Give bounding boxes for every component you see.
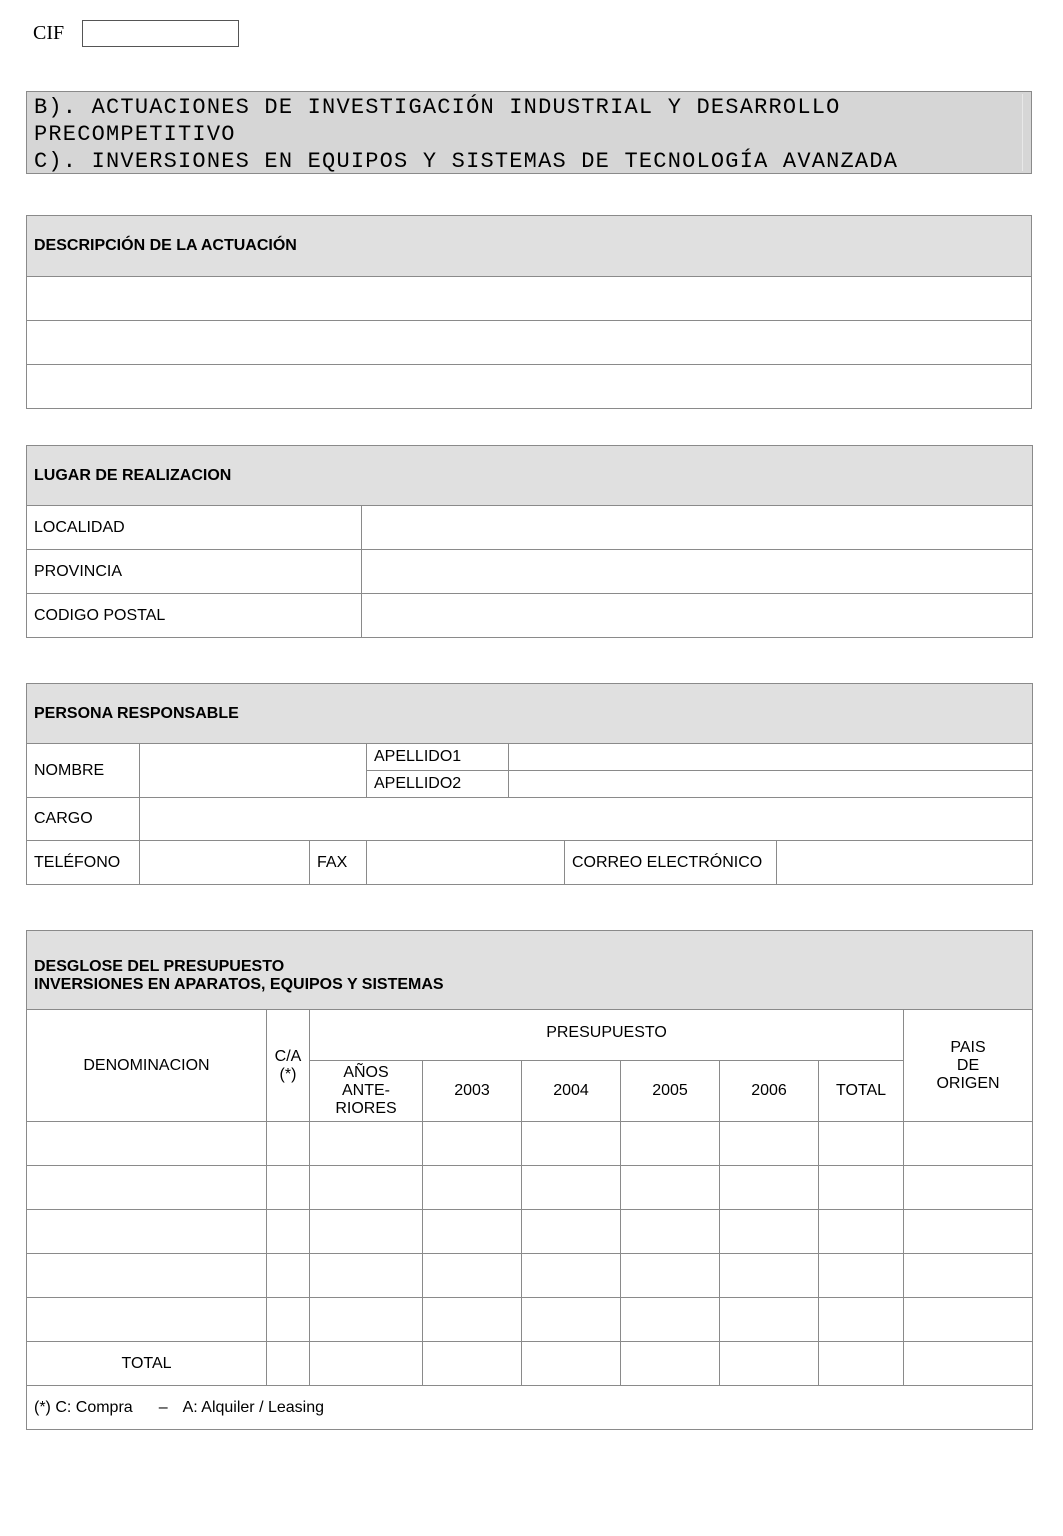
telefono-label: TELÉFONO xyxy=(27,841,140,885)
budget-cell[interactable] xyxy=(310,1166,423,1210)
budget-cell[interactable] xyxy=(904,1166,1033,1210)
budget-cell[interactable] xyxy=(522,1298,621,1342)
footnote-alquiler: A: Alquiler / Leasing xyxy=(182,1398,325,1416)
lugar-section xyxy=(26,445,1033,638)
budget-rows xyxy=(27,1122,1033,1342)
total-cell[interactable] xyxy=(310,1342,423,1386)
budget-cell[interactable] xyxy=(720,1166,819,1210)
col-ca-line2: (*) xyxy=(279,1065,297,1083)
budget-cell[interactable] xyxy=(720,1210,819,1254)
budget-row xyxy=(27,1254,1033,1298)
budget-cell[interactable] xyxy=(267,1254,310,1298)
presupuesto-header-line2: INVERSIONES EN APARATOS, EQUIPOS Y SISTEMAS xyxy=(34,976,444,993)
budget-row xyxy=(27,1210,1033,1254)
cif-label: CIF xyxy=(33,22,65,44)
budget-cell[interactable] xyxy=(621,1166,720,1210)
descripcion-line-3[interactable] xyxy=(27,365,1032,409)
budget-row xyxy=(27,1298,1033,1342)
descripcion-header: DESCRIPCIÓN DE LA ACTUACIÓN xyxy=(27,216,1032,277)
col-pais-line2: DE xyxy=(956,1056,980,1074)
col-compra-alquiler xyxy=(267,1010,310,1122)
fax-field[interactable] xyxy=(367,841,565,885)
budget-cell[interactable] xyxy=(720,1122,819,1166)
col-anos-anteriores xyxy=(310,1061,423,1122)
budget-cell[interactable] xyxy=(904,1122,1033,1166)
budget-cell[interactable] xyxy=(819,1166,904,1210)
total-cell[interactable] xyxy=(904,1342,1033,1386)
correo-field[interactable] xyxy=(777,841,1033,885)
budget-cell[interactable] xyxy=(522,1210,621,1254)
col-denominacion: DENOMINACION xyxy=(27,1010,267,1122)
col-2005: 2005 xyxy=(621,1061,720,1122)
col-anos-line3: RIORES xyxy=(335,1100,397,1117)
budget-cell[interactable] xyxy=(904,1298,1033,1342)
presupuesto-header-line1: DESGLOSE DEL PRESUPUESTO xyxy=(34,958,285,975)
descripcion-section xyxy=(26,215,1032,409)
footnote-compra: (*) C: Compra xyxy=(34,1398,133,1416)
budget-cell[interactable] xyxy=(621,1122,720,1166)
col-pais-line1: PAIS xyxy=(950,1038,986,1056)
budget-row xyxy=(27,1166,1033,1210)
budget-cell[interactable] xyxy=(423,1254,522,1298)
nombre-field[interactable] xyxy=(140,744,367,798)
col-pais-origen xyxy=(904,1010,1033,1122)
total-cell[interactable] xyxy=(423,1342,522,1386)
col-pais-line3: ORIGEN xyxy=(936,1074,1000,1092)
col-anos-line2: ANTE- xyxy=(342,1082,390,1099)
title-line-b-cont: PRECOMPETITIVO xyxy=(34,122,236,147)
total-cell[interactable] xyxy=(621,1342,720,1386)
budget-cell[interactable] xyxy=(27,1254,267,1298)
total-cell[interactable] xyxy=(267,1342,310,1386)
budget-cell[interactable] xyxy=(621,1254,720,1298)
col-2006: 2006 xyxy=(720,1061,819,1122)
footnote-separator: – xyxy=(158,1398,168,1416)
budget-cell[interactable] xyxy=(904,1254,1033,1298)
total-cell[interactable] xyxy=(720,1342,819,1386)
budget-cell[interactable] xyxy=(904,1210,1033,1254)
total-row-label: TOTAL xyxy=(27,1342,267,1386)
budget-cell[interactable] xyxy=(522,1166,621,1210)
budget-cell[interactable] xyxy=(819,1210,904,1254)
budget-cell[interactable] xyxy=(310,1122,423,1166)
budget-cell[interactable] xyxy=(720,1298,819,1342)
apellido2-field[interactable] xyxy=(509,771,1033,798)
budget-cell[interactable] xyxy=(27,1298,267,1342)
budget-cell[interactable] xyxy=(522,1254,621,1298)
cargo-label: CARGO xyxy=(27,798,140,841)
footnote xyxy=(27,1386,1033,1430)
provincia-field[interactable] xyxy=(362,550,1033,594)
apellido2-label: APELLIDO2 xyxy=(367,771,509,798)
col-2003: 2003 xyxy=(423,1061,522,1122)
title-line-b: B). ACTUACIONES DE INVESTIGACIÓN INDUSTRIAL Y DESARROLLO xyxy=(34,95,841,120)
correo-label: CORREO ELECTRÓNICO xyxy=(565,841,777,885)
provincia-label: PROVINCIA xyxy=(27,550,362,594)
budget-cell[interactable] xyxy=(423,1166,522,1210)
budget-cell[interactable] xyxy=(27,1166,267,1210)
form-title-banner xyxy=(26,91,1032,174)
budget-cell[interactable] xyxy=(310,1210,423,1254)
codigo-postal-field[interactable] xyxy=(362,594,1033,638)
cif-input[interactable] xyxy=(82,20,239,47)
budget-cell[interactable] xyxy=(819,1122,904,1166)
budget-cell[interactable] xyxy=(27,1210,267,1254)
persona-header: PERSONA RESPONSABLE xyxy=(27,684,1033,744)
codigo-postal-label: CODIGO POSTAL xyxy=(27,594,362,638)
budget-cell[interactable] xyxy=(423,1298,522,1342)
col-ca-line1: C/A xyxy=(274,1047,302,1065)
presupuesto-section xyxy=(26,930,1033,1430)
budget-cell[interactable] xyxy=(310,1254,423,1298)
fax-label: FAX xyxy=(310,841,367,885)
apellido1-field[interactable] xyxy=(509,744,1033,771)
budget-cell[interactable] xyxy=(423,1210,522,1254)
col-anos-line1: AÑOS xyxy=(343,1064,389,1081)
total-cell[interactable] xyxy=(819,1342,904,1386)
nombre-label: NOMBRE xyxy=(27,744,140,798)
budget-cell[interactable] xyxy=(522,1122,621,1166)
col-2004: 2004 xyxy=(522,1061,621,1122)
budget-cell[interactable] xyxy=(819,1254,904,1298)
budget-cell[interactable] xyxy=(819,1298,904,1342)
budget-cell[interactable] xyxy=(621,1210,720,1254)
budget-cell[interactable] xyxy=(423,1122,522,1166)
budget-cell[interactable] xyxy=(27,1122,267,1166)
budget-cell[interactable] xyxy=(267,1122,310,1166)
localidad-label: LOCALIDAD xyxy=(27,506,362,550)
presupuesto-header xyxy=(27,931,1033,1010)
title-line-c: C). INVERSIONES EN EQUIPOS Y SISTEMAS DE TECNOLOGÍA AVANZADA xyxy=(34,149,899,174)
apellido1-label: APELLIDO1 xyxy=(367,744,509,771)
budget-cell[interactable] xyxy=(310,1298,423,1342)
descripcion-line-2[interactable] xyxy=(27,321,1032,365)
col-total: TOTAL xyxy=(819,1061,904,1122)
total-cell[interactable] xyxy=(522,1342,621,1386)
col-presupuesto: PRESUPUESTO xyxy=(310,1010,904,1061)
telefono-field[interactable] xyxy=(140,841,310,885)
budget-cell[interactable] xyxy=(267,1210,310,1254)
budget-cell[interactable] xyxy=(267,1298,310,1342)
budget-row xyxy=(27,1122,1033,1166)
lugar-header: LUGAR DE REALIZACION xyxy=(27,446,1033,506)
cargo-field[interactable] xyxy=(140,798,1033,841)
persona-section xyxy=(26,683,1033,885)
budget-cell[interactable] xyxy=(720,1254,819,1298)
budget-cell[interactable] xyxy=(267,1166,310,1210)
localidad-field[interactable] xyxy=(362,506,1033,550)
descripcion-line-1[interactable] xyxy=(27,277,1032,321)
budget-cell[interactable] xyxy=(621,1298,720,1342)
